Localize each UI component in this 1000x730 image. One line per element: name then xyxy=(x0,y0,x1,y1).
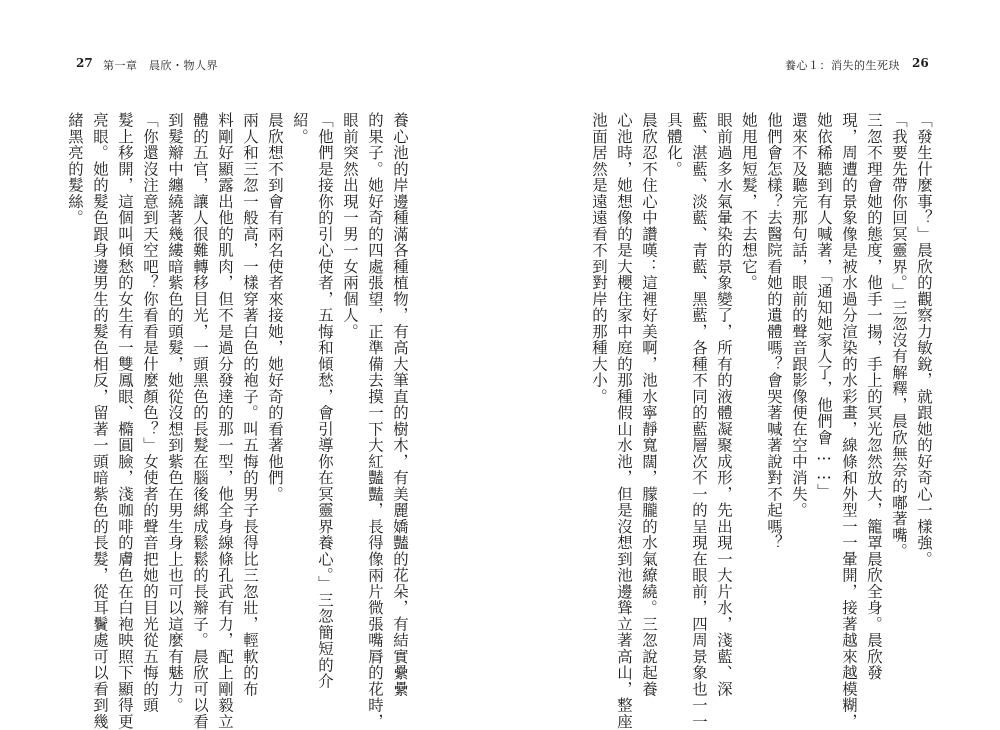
text-column: 紹。 xyxy=(291,112,309,145)
text-column: 到髮辮中纏繞著幾縷暗紫色的頭髮，她從沒想到紫色在男生身上也可以這麼有魅力。 xyxy=(166,112,184,714)
text-column: 兩人和三忽一般高，一樣穿著白色的袍子。叫五悔的男子長得比三忽壯，輕軟的布 xyxy=(241,112,259,697)
text-column: 藍、湛藍、淡藍、青藍、黑藍，各種不同的藍層次不一的呈現在眼前，四周景象也一一 xyxy=(690,112,708,730)
text-column: 「我要先帶你回冥靈界。」三忽沒有解釋，晨欣無奈的嘟著嘴。 xyxy=(890,112,908,560)
page-number-left: 27 xyxy=(76,56,93,70)
text-column: 料剛好顯露出他的肌肉，但不是過分發達的那一型，他全身線條孔武有力，配上剛毅立 xyxy=(216,112,234,730)
text-column: 「發生什麼事？」晨欣的觀察力敏銳，就跟她的好奇心一樣強。 xyxy=(915,112,933,567)
text-column: 還來不及聽完那句話，眼前的聲音跟影像便在空中消失。 xyxy=(790,112,808,519)
text-column: 「你還沒注意到天空吧？你看看是什麼顏色？」女使者的聲音把她的目光從五悔的頭 xyxy=(141,112,159,714)
text-column: 「他們是接你的引心使者，五悔和傾愁，會引導你在冥靈界養心。」三忽簡短的介 xyxy=(316,112,334,690)
text-column: 眼前突然出現一男一女兩個人。 xyxy=(341,112,359,340)
text-column: 現，周遭的景象像是被水過分渲染的水彩畫，線條和外型一一暈開，接著越來越模糊， xyxy=(840,112,858,730)
text-column: 髮上移開，這個叫傾愁的女生有一雙鳳眼、橢圓臉，淺咖啡的膚色在白袍映照下顯得更 xyxy=(116,112,134,730)
text-column: 她甩甩短髮，不去想它。 xyxy=(740,112,758,291)
text-column: 眼前過多水氣暈染的景象變了，所有的液體凝聚成形，先出現一大片水，淺藍、深 xyxy=(715,112,733,697)
text-column: 亮眼。她的髮色跟身邊男生的髮色相反，留著一頭暗紫色的長髮，從耳鬢處可以看到幾 xyxy=(91,112,109,730)
text-column: 三忽不理會她的態度，他手一揚，手上的冥光忽然放大，籠罩晨欣全身。晨欣發 xyxy=(865,112,883,681)
text-column: 池面居然是遠遠看不到對岸的那種大小。 xyxy=(590,112,608,405)
running-head-right: 養心１：消失的生死玦 xyxy=(785,59,900,72)
page-number-right: 26 xyxy=(912,56,929,70)
text-column: 晨欣忍不住心中讚嘆：這裡好美啊，池水寧靜寬闊，朦朧的水氣繚繞。三忽說起養 xyxy=(640,112,658,697)
text-column: 她依稀聽到有人喊著，「通知她家人了，他們會……」 xyxy=(815,112,833,500)
text-column: 養心池的岸邊種滿各種植物，有高大筆直的樹木，有美麗嬌豔的花朵，有結實纍纍 xyxy=(391,112,409,697)
text-column: 體的五官，讓人很難轉移目光，一頭黑色的長髮在腦後綁成鬆鬆的長辮子。晨欣可以看 xyxy=(191,112,209,730)
text-column: 的果子。她好奇的四處張望，正準備去摸一下大紅豔豔，長得像兩片微張嘴脣的花時， xyxy=(366,112,384,730)
running-head-left: 第一章 晨欣・物人界 xyxy=(103,59,218,72)
text-column: 具體化。 xyxy=(665,112,683,177)
text-column: 心池時，她想像的是大櫻住家中庭的那種假山水池，但是沒想到池邊聳立著高山，整座 xyxy=(615,112,633,730)
text-column: 晨欣想不到會有兩名使者來接她，她好奇的看著他們。 xyxy=(266,112,284,502)
text-column: 緒黑亮的髮絲。 xyxy=(66,112,84,226)
text-column: 他們會怎樣？去醫院看她的遺體嗎？會哭著喊著說對不起嗎？ xyxy=(765,112,783,551)
